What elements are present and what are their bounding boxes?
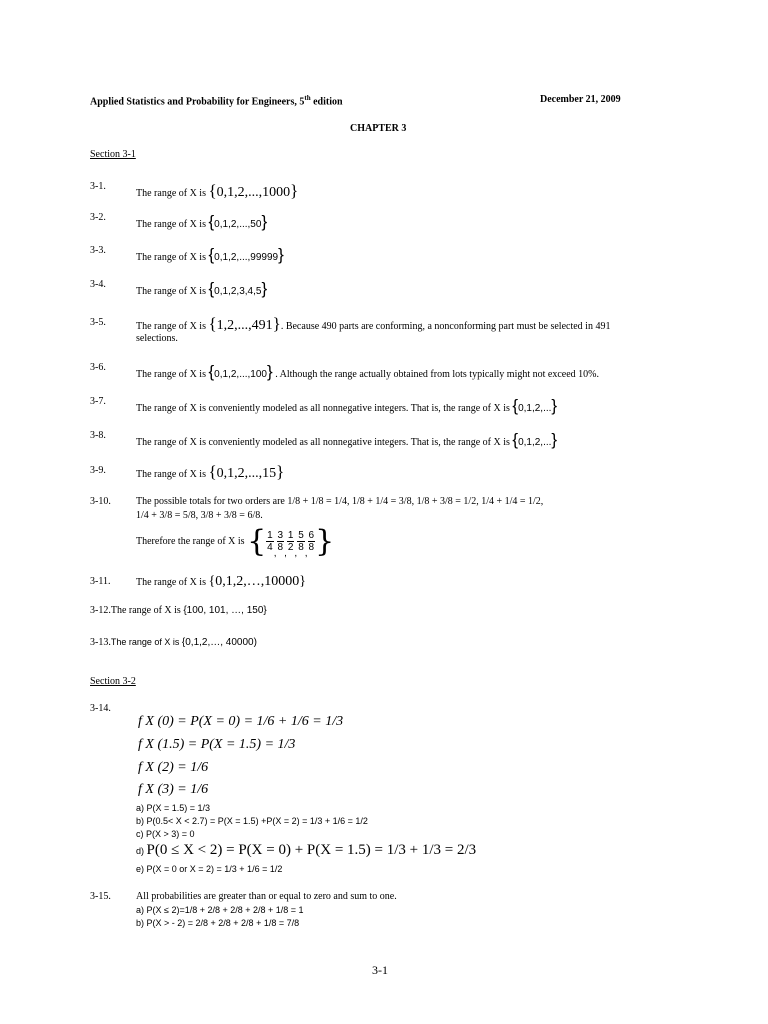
range-set: 0,1,2,...,1000 [216,185,291,200]
problem-number: 3-3. [90,245,106,256]
problem-text: All probabilities are greater than or equal to zero and sum to one. [136,891,397,902]
problem-number: 3-10. [90,496,111,507]
problem-number: 3-12. [90,605,111,616]
range-set: 0,1,2,... [518,403,552,414]
answer-a: a) P(X ≤ 2)=1/8 + 2/8 + 2/8 + 2/8 + 1/8 = 1 [136,905,304,915]
pmf-equation: f X (1.5) = P(X = 1.5) = 1/3 [138,737,296,752]
problem-number: 3-1. [90,181,106,192]
problem-number: 3-9. [90,465,106,476]
range-set: 0,1,2,...,99999 [214,252,279,263]
range-set: {0,1,2,…,10000} [208,574,306,589]
problem-number: 3-11. [90,576,111,587]
fraction: $\frac{1}{2}$ [287,530,294,553]
range-set: 0,1,2,...,15 [216,466,277,481]
answer-c: c) P(X > 3) = 0 [136,829,195,839]
answer-b: b) P(X > - 2) = 2/8 + 2/8 + 2/8 + 1/8 = 7/8 [136,918,300,928]
pmf-equation: f X (2) = 1/6 [138,760,209,775]
pmf-equation: f X (3) = 1/6 [138,782,209,797]
problem-number: 3-5. [90,317,106,328]
answer-e: e) P(X = 0 or X = 2) = 1/3 + 1/6 = 1/2 [136,864,283,874]
problem-number: 3-2. [90,212,106,223]
problem-number: 3-6. [90,362,106,373]
problem-number: 3-15. [90,891,111,902]
chapter-title: CHAPTER 3 [350,123,407,134]
problem-3-12: 3-12.The range of X is {100, 101, …, 150} [90,605,267,616]
pmf-equation: f X (0) = P(X = 0) = 1/6 + 1/6 = 1/3 [138,714,344,729]
problem-number: 3-7. [90,396,106,407]
answer-b: b) P(0.5< X < 2.7) = P(X = 1.5) +P(X = 2) = 1/3 + 1/6 = 1/2 [136,816,368,826]
range-set: 0,1,2,...,100 [214,369,267,380]
fraction: $\frac{5}{8}$ [298,530,304,553]
section-heading: Section 3-2 [90,676,136,687]
range-set: 1,2,...,491 [216,318,273,333]
page-number: 3-1 [372,963,388,977]
book-title: Applied Statistics and Probability for Engineers, 5th edition [90,94,343,108]
problem-number: 3-13. [90,637,111,648]
problem-number: 3-14. [90,703,111,714]
range-set: 0,1,2,...,50 [214,219,262,230]
fraction: $\frac{3}{8}$ [277,530,284,553]
section-heading: Section 3-1 [90,149,136,160]
range-set: {0,1,2,…, 40000) [181,637,257,648]
range-set: 0,1,2,3,4,5 [214,286,262,297]
fraction: $\frac{1}{4}$ [267,530,273,553]
answer-d: d) P(0 ≤ X < 2) = P(X = 0) + P(X = 1.5) = 1/3 + 1/3 = 2/3 [136,842,477,858]
document-date: December 21, 2009 [540,94,621,105]
fraction: $\frac{6}{8}$ [308,530,315,553]
range-set: 0,1,2,... [518,437,552,448]
range-set: {100, 101, …, 150} [183,605,267,616]
problem-3-13: 3-13.The range of X is {0,1,2,…, 40000) [90,637,257,648]
problem-number: 3-8. [90,430,106,441]
answer-a: a) P(X = 1.5) = 1/3 [136,803,211,813]
problem-number: 3-4. [90,279,106,290]
